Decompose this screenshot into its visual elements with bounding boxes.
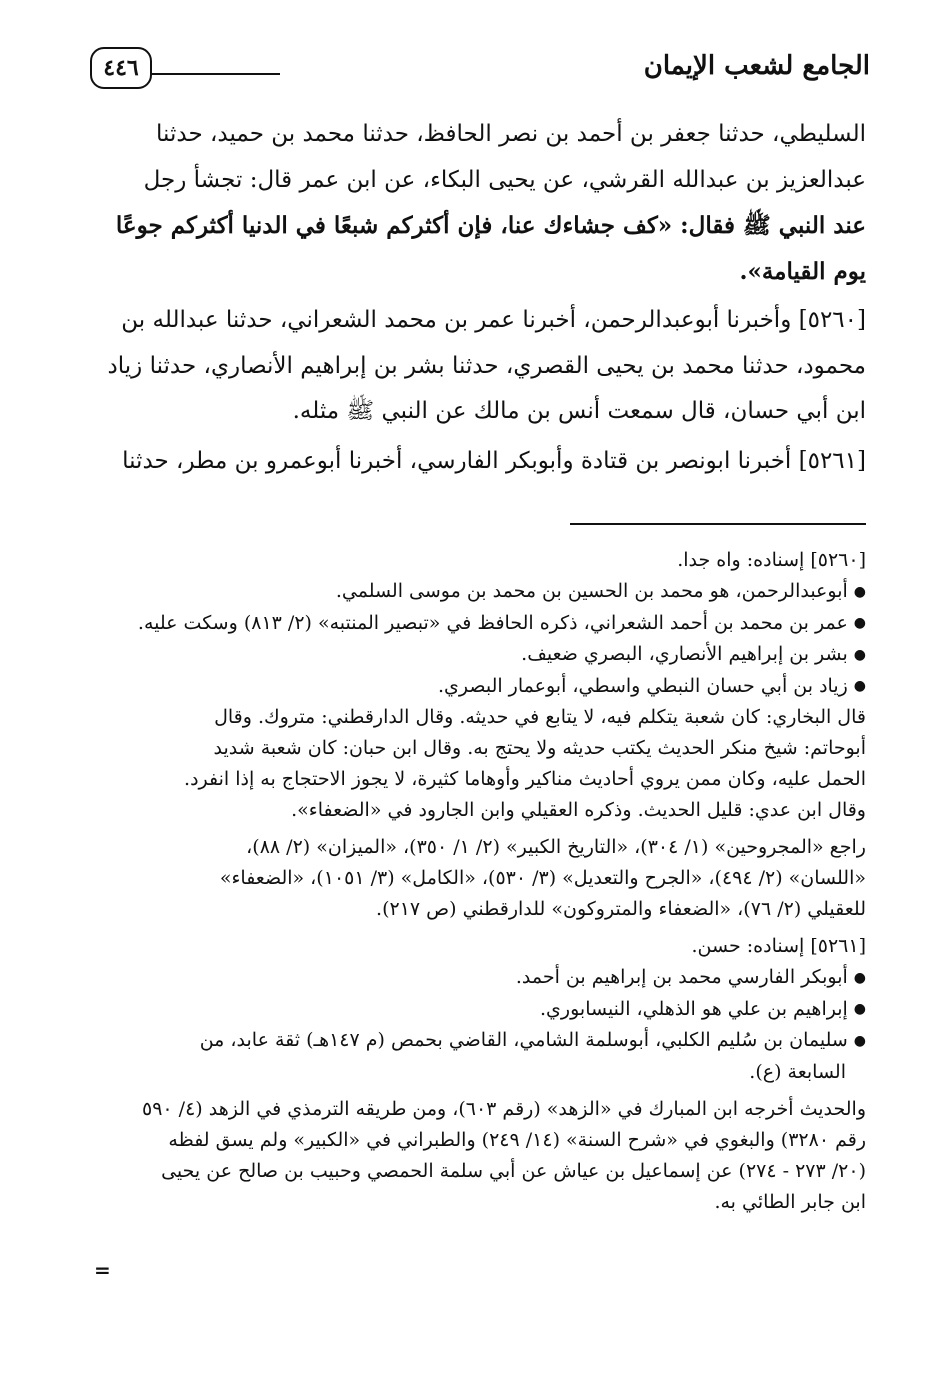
continuation-mark: = <box>94 1258 111 1282</box>
footnote-line: راجع «المجروحين» (١/ ٣٠٤)، «التاريخ الكبير» (٢/ ١/ ٣٥٠)، «الميزان» (٢/ ٨٨)، <box>246 836 866 858</box>
bullet-icon: ● <box>853 969 866 986</box>
footnote-line: رقم ٣٢٨٠) والبغوي في «شرح السنة» (١٤/ ٢٤٩) والطبراني في «الكبير» ولم يسق لفظه <box>168 1128 866 1151</box>
text-line: عبدالعزيز بن عبدالله القرشي، عن يحيى البكاء، عن ابن عمر قال: تجشأ رجل <box>143 166 866 193</box>
page-number: ٤٤٦ <box>90 47 152 89</box>
footnote-bullet: ●بشر بن إبراهيم الأنصاري، البصري ضعيف. <box>74 639 866 671</box>
footnote-bullet: ●عمر بن محمد بن أحمد الشعراني، ذكره الحافظ في «تبصير المنتبه» (٢/ ٨١٣) وسكت عليه. <box>74 608 866 640</box>
footnote-line: الحمل عليه، وكان ممن يروي أحاديث مناكير وأوهاما كثيرة، لا يجوز الاحتجاج به إذا انفرد. <box>184 768 866 790</box>
running-title: الجامع لشعب الإيمان <box>643 51 870 81</box>
text-line: عند النبي ﷺ فقال: «كف جشاءك عنا، فإن أكثركم شبعًا في الدنيا أكثركم جوعًا <box>115 212 866 239</box>
footnote-separator <box>570 523 866 525</box>
footnote-line: أبوحاتم: شيخ منكر الحديث يكتب حديثه ولا يحتج به. وقال ابن حبان: كان شعبة شديد <box>213 737 866 759</box>
footnote-heading: [٥٢٦١] إسناده: حسن. <box>691 935 866 957</box>
footnote-bullet: ●سليمان بن سُليم الكلبي، أبوسلمة الشامي، القاضي بحمص (م ١٤٧هـ) ثقة عابد، من <box>74 1025 866 1057</box>
footnote-bullet: ●أبوبكر الفارسي محمد بن إبراهيم بن أحمد. <box>74 962 866 994</box>
footnote-line: قال البخاري: كان شعبة يتكلم فيه، لا يتابع في حديثه. وقال الدارقطني: متروك. وقال <box>214 706 866 728</box>
footnote-line: «اللسان» (٢/ ٤٩٤)، «الجرح والتعديل» (٣/ ٥٣٠)، «الكامل» (٣/ ١٠٥١)، «الضعفاء» <box>219 867 866 889</box>
bullet-icon: ● <box>853 583 866 600</box>
footnote-bullet: ●إبراهيم بن علي هو الذهلي، النيسابوري. <box>74 994 866 1026</box>
header-rule <box>150 73 280 75</box>
footnote-line: السابعة (ع). <box>749 1060 846 1083</box>
paragraph-5261 <box>74 439 866 485</box>
footnote-bullet: ●زياد بن أبي حسان النبطي واسطي، أبوعمار البصري. <box>74 671 866 703</box>
bullet-icon: ● <box>853 678 866 694</box>
text-line: ابن أبي حسان، قال سمعت أنس بن مالك عن النبي ﷺ مثله. <box>292 398 866 424</box>
text-line: السليطي، حدثنا جعفر بن أحمد بن نصر الحافظ، حدثنا محمد بن حميد، حدثنا <box>156 121 866 147</box>
bullet-icon: ● <box>853 1001 866 1017</box>
bullet-icon: ● <box>853 1032 866 1049</box>
footnote-heading: [٥٢٦٠] إسناده: واه جدا. <box>677 549 866 571</box>
page-header <box>90 45 870 97</box>
footnote-line: ابن جابر الطائي به. <box>714 1190 866 1213</box>
text-line: محمود، حدثنا محمد بن يحيى القصري، حدثنا بشر بن إبراهيم الأنصاري، حدثنا زياد <box>107 352 866 379</box>
text-line: [٥٢٦٠] وأخبرنا أبوعبدالرحمن، أخبرنا عمر بن محمد الشعراني، حدثنا عبدالله بن <box>121 307 866 333</box>
paragraph-5260 <box>74 298 866 435</box>
bullet-icon: ● <box>853 615 866 631</box>
footnote-line: (٢٠/ ٢٧٣ - ٢٧٤) عن إسماعيل بن عياش عن أبي سلمة الحمصي وحبيب بن صالح عن يحيى <box>161 1159 866 1182</box>
footnote-bullet: ●أبوعبدالرحمن، هو محمد بن الحسين بن محمد بن موسى السلمي. <box>74 576 866 608</box>
paragraph-continuation <box>74 112 866 294</box>
text-line: يوم القيامة». <box>739 257 866 285</box>
footnote-line: وقال ابن عدي: قليل الحديث. وذكره العقيلي وابن الجارود في «الضعفاء». <box>291 799 866 821</box>
footnotes <box>74 545 866 1218</box>
bullet-icon: ● <box>853 646 866 663</box>
footnote-line: للعقيلي (٢/ ٧٦)، «الضعفاء والمتروكون» للدارقطني (ص ٢١٧). <box>376 898 866 920</box>
text-line: [٥٢٦١] أخبرنا ابونصر بن قتادة وأبوبكر الفارسي، أخبرنا أبوعمرو بن مطر، حدثنا <box>122 447 866 474</box>
footnote-line: والحديث أخرجه ابن المبارك في «الزهد» (رقم ٦٠٣)، ومن طريقه الترمذي في الزهد (٤/ ٥٩٠ <box>141 1097 866 1120</box>
main-text <box>74 112 866 484</box>
